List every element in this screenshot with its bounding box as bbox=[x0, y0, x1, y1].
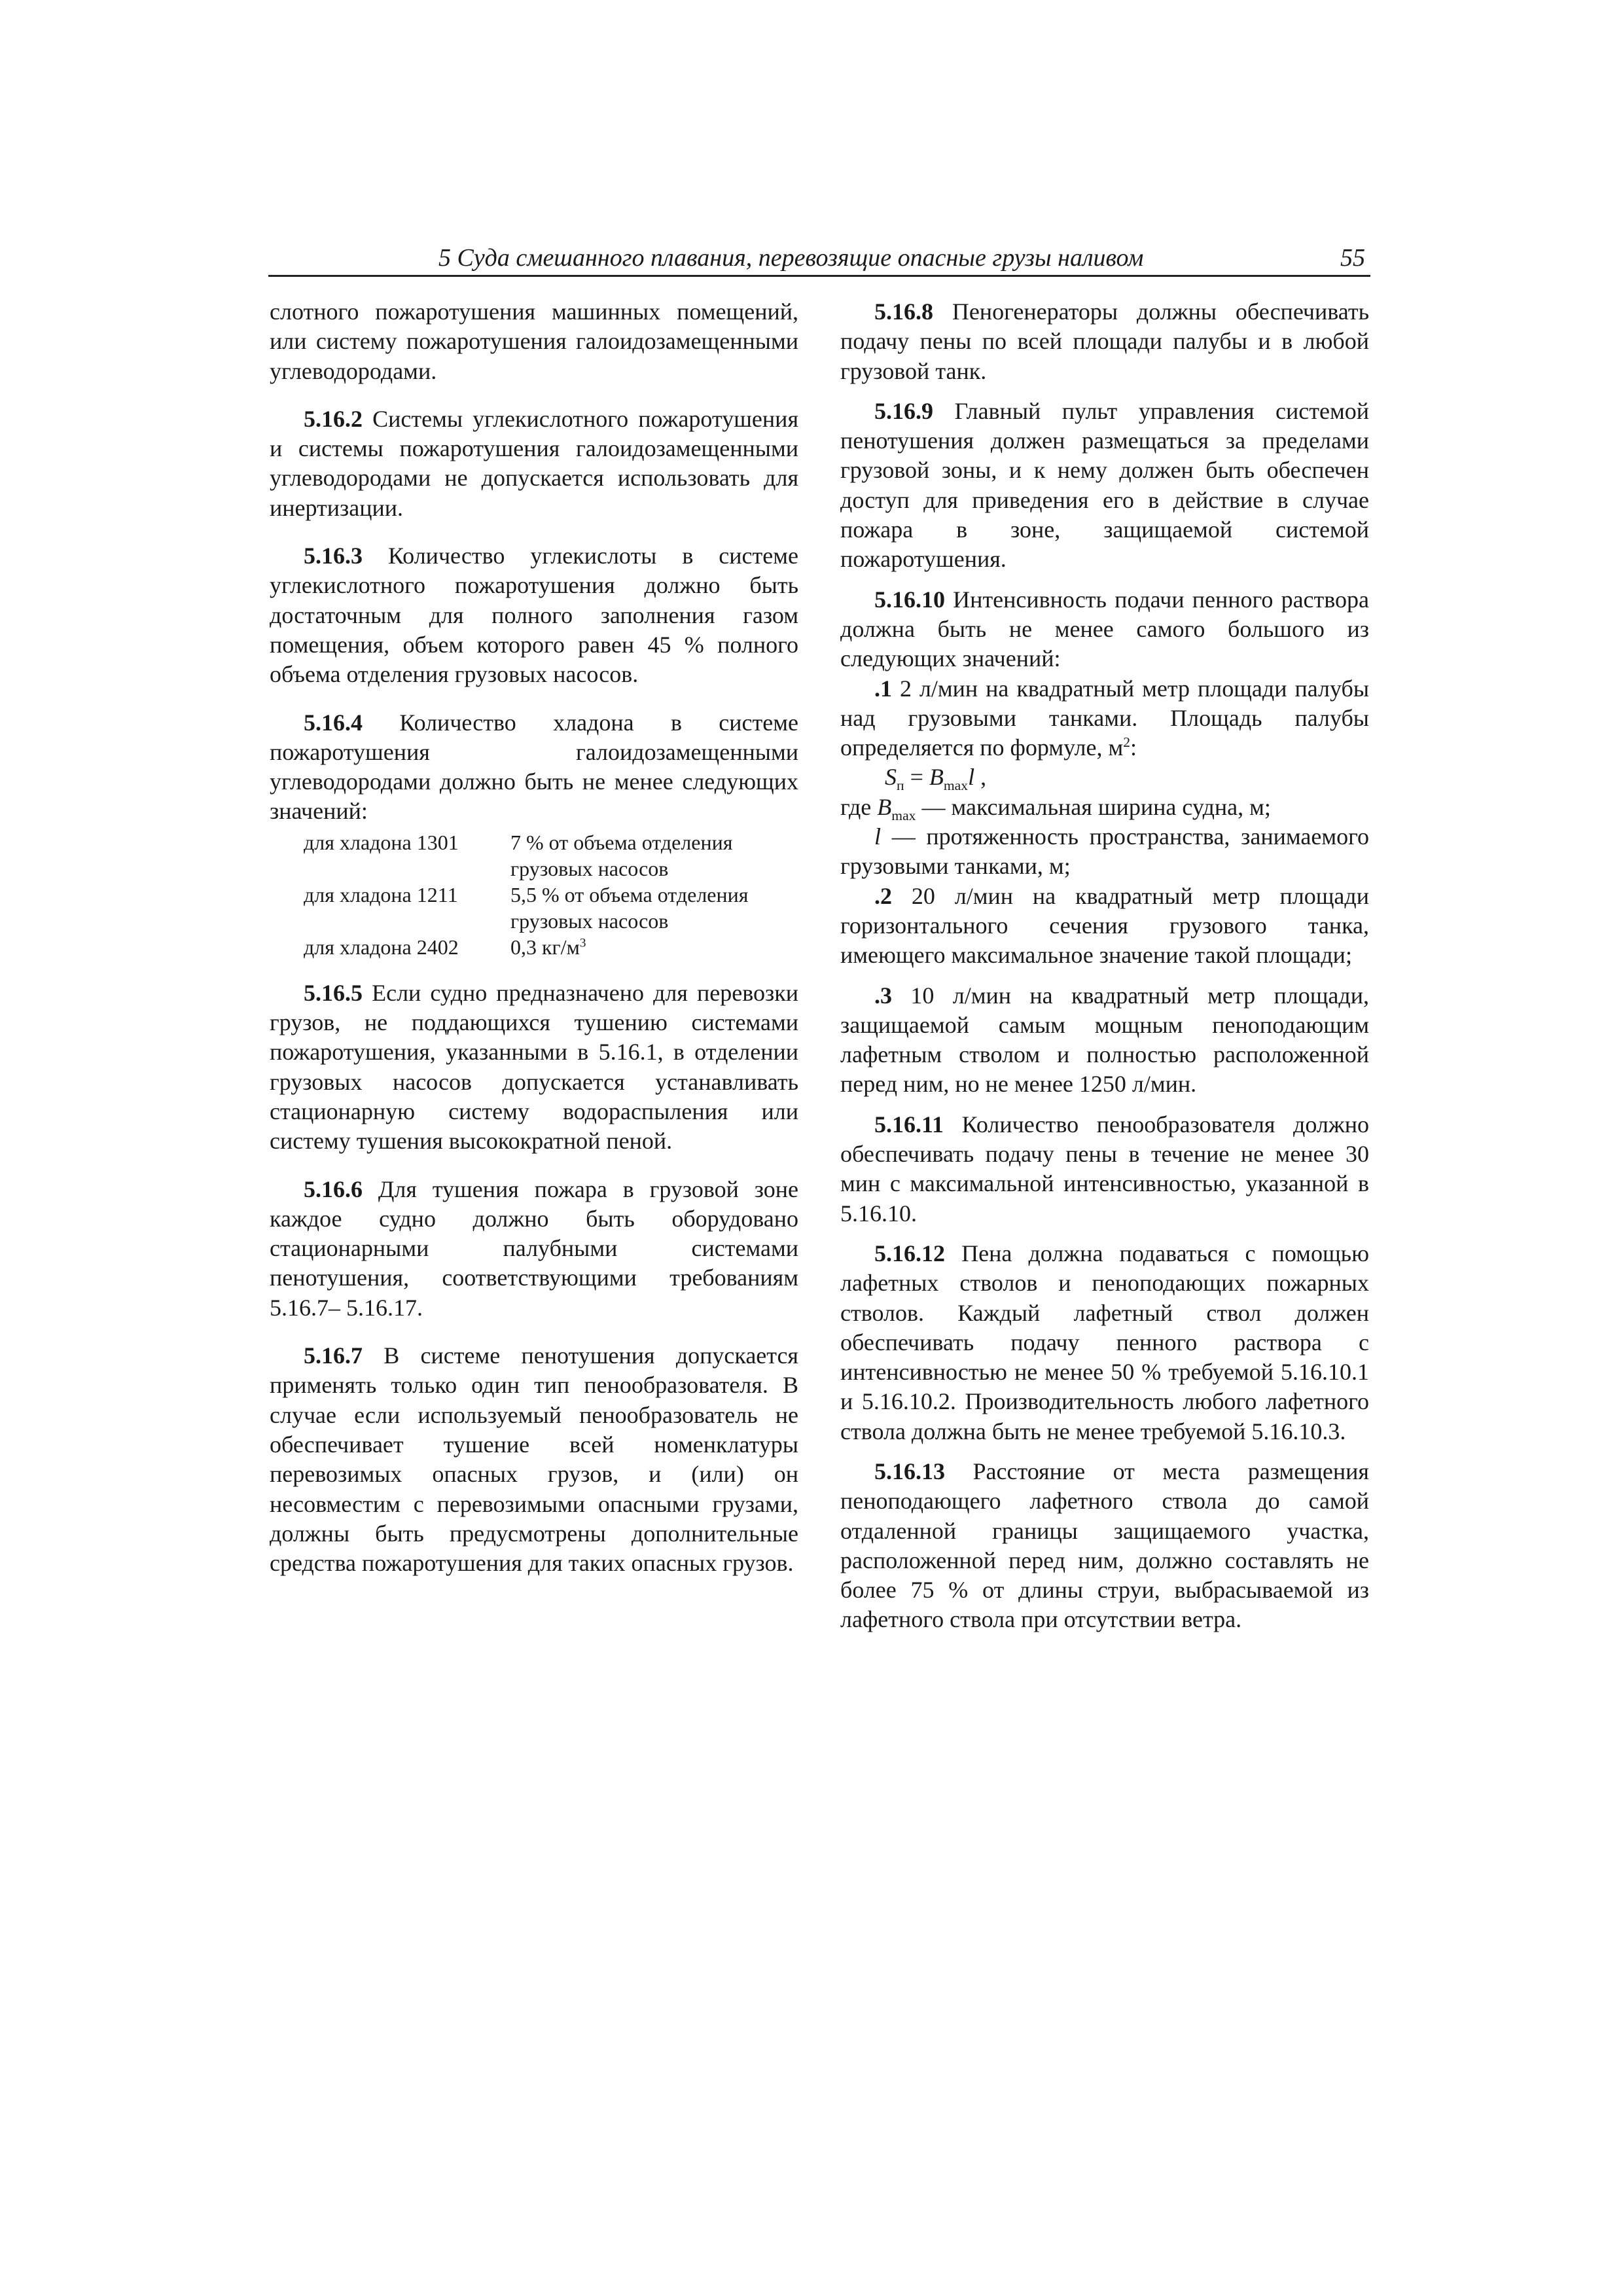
clause-text: Пена должна подаваться с помощью лафетных стволов и пеноподающих пожарных стволов. Каждый лафетный ствол должен обеспечивать подачу пенного раствора с интенсивностью не менее 50 % требуемой 5.16.10.1 и 5.16.10.2. Производительность любого лафетного ствола должна быть не менее требуемой 5.16.10.3. bbox=[840, 1240, 1369, 1444]
paragraph-5-16-9 bbox=[840, 397, 1369, 575]
clause-number: 5.16.6 bbox=[304, 1175, 363, 1202]
running-title: 5 Суда смешанного плавания, перевозящие опасные грузы наливом bbox=[438, 244, 1144, 272]
clause-text: Системы углекислотного пожаротушения и системы пожаротушения галоидозамещенными углеводородами не допускается использовать для инертизации. bbox=[270, 405, 798, 521]
where-var: B bbox=[877, 793, 892, 820]
table-value: 5,5 % от объема отделения грузовых насосов bbox=[510, 882, 749, 933]
where-prefix: где bbox=[840, 793, 878, 820]
clause-text: Количество пенообразователя должно обеспечивать подачу пены в течение не менее 30 мин с максимальной интенсивностью, указанной в 5.16.10. bbox=[840, 1111, 1369, 1227]
where-line bbox=[840, 793, 1369, 822]
paragraph-5-16-6 bbox=[270, 1175, 798, 1323]
clause-text: Главный пульт управления системой пенотушения должен размещаться за пределами грузовой зоны, и к нему должен быть обеспечен доступ для приведения его в действие в случае пожара в зоне, защищаемой системой пожаротушения. bbox=[840, 397, 1369, 573]
paragraph-5-16-4 bbox=[270, 708, 798, 827]
clause-number: 5.16.11 bbox=[874, 1111, 944, 1138]
paragraph-5-16-12 bbox=[840, 1239, 1369, 1446]
paragraph: слотного пожаротушения машинных помещений, или систему пожаротушения галоидозамещенными углеводородами. bbox=[270, 298, 798, 384]
where-var: l bbox=[874, 823, 882, 850]
clause-number: 5.16.5 bbox=[304, 979, 363, 1006]
clause-text: Для тушения пожара в грузовой зоне каждое судно должно быть оборудовано стационарными палубными системами пенотушения, соответствующими требованиям 5.16.7– 5.16.17. bbox=[270, 1175, 798, 1321]
paragraph-5-16-8 bbox=[840, 297, 1369, 386]
item-1 bbox=[840, 674, 1369, 763]
clause-number: 5.16.7 bbox=[304, 1342, 363, 1369]
left-column bbox=[270, 297, 798, 1578]
paragraph-5-16-7 bbox=[270, 1341, 798, 1578]
table-label: для хладона 2402 bbox=[304, 935, 459, 959]
halon-table bbox=[270, 829, 798, 960]
superscript: 2 bbox=[1123, 734, 1131, 751]
item-2 bbox=[840, 882, 1369, 971]
table-value: 7 % от объема отделения грузовых насосов bbox=[510, 830, 733, 880]
where-text: — максимальная ширина судна, м; bbox=[916, 793, 1271, 820]
item-text: 10 л/мин на квадратный метр площади, защищаемой самым мощным пеноподающим лафетным стволом и полностью расположенной перед ним, но не менее 1250 л/мин. bbox=[840, 982, 1369, 1098]
where-text: — протяженность пространства, занимаемого грузовыми танками, м; bbox=[840, 823, 1369, 880]
clause-number: 5.16.10 bbox=[874, 586, 945, 613]
paragraph-5-16-3 bbox=[270, 541, 798, 689]
clause-text: Пеногенераторы должны обеспечивать подачу пены по всей площади палубы и в любой грузовой танк. bbox=[840, 298, 1369, 384]
formula-sub: п bbox=[897, 778, 904, 794]
item-text-end: : bbox=[1130, 734, 1137, 761]
formula-var: l bbox=[968, 764, 975, 791]
clause-text: Если судно предназначено для перевозки грузов, не поддающихся тушению системами пожаротушения, указанными в 5.16.1, в отделении грузовых насосов допускается устанавливать стационарную систему водораспыления или систему тушения высокократной пеной. bbox=[270, 979, 798, 1155]
where-line-2 bbox=[840, 822, 1369, 882]
item-number: .2 bbox=[874, 882, 892, 909]
paragraph-5-16-10 bbox=[840, 585, 1369, 674]
table-value bbox=[505, 934, 798, 960]
clause-text: Интенсивность подачи пенного раствора должна быть не менее самого большого из следующих значений: bbox=[840, 586, 1369, 672]
paragraph-5-16-5 bbox=[270, 978, 798, 1157]
clause-number: 5.16.13 bbox=[874, 1458, 945, 1484]
clause-text: Расстояние от места размещения пеноподающего лафетного ствола до самой отдаленной границы защищаемого участка, расположенной перед ним, должно составлять не более 75 % от длины струи, выбрасываемой из лафетного ствола при отсутствии ветра. bbox=[840, 1458, 1369, 1633]
formula bbox=[840, 762, 1369, 792]
page-header bbox=[268, 241, 1370, 277]
clause-text: Количество углекислоты в системе углекислотного пожаротушения должно быть достаточным для полного заполнения газом помещения, объем которого равен 45 % полного объема отделения грузовых насосов. bbox=[270, 543, 798, 688]
item-text: 2 л/мин на квадратный метр площади палубы над грузовыми танками. Площадь палубы определяется по формуле, м bbox=[840, 675, 1369, 761]
paragraph-5-16-11 bbox=[840, 1110, 1369, 1229]
table-label: для хладона 1211 bbox=[304, 882, 458, 906]
clause-text: В системе пенотушения допускается применять только один тип пенообразователя. В случае если используемый пенообразователь не обеспечивает тушение всей номенклатуры перевозимых опасных грузов, и (или) он несовместим с перевозимыми опасными грузами, должны быть предусмотрены дополнительные средства пожаротушения для таких опасных грузов. bbox=[270, 1342, 798, 1577]
superscript: 3 bbox=[579, 936, 586, 950]
item-number: .1 bbox=[874, 675, 892, 702]
clause-number: 5.16.12 bbox=[874, 1240, 945, 1266]
formula-end: , bbox=[974, 764, 987, 791]
where-sub: max bbox=[891, 807, 916, 823]
page-number: 55 bbox=[1340, 244, 1365, 272]
item-3 bbox=[840, 981, 1369, 1100]
clause-number: 5.16.9 bbox=[874, 397, 933, 424]
item-text: 20 л/мин на квадратный метр площади горизонтального сечения грузового танка, имеющего максимальное значение такой площади; bbox=[840, 882, 1369, 969]
formula-sub: max bbox=[943, 778, 969, 794]
formula-eq: = bbox=[904, 764, 929, 791]
clause-number: 5.16.2 bbox=[304, 405, 363, 432]
clause-text: Количество хладона в системе пожаротушения галоидозамещенными углеводородами должно быть не менее следующих значений: bbox=[270, 709, 798, 825]
formula-var: S bbox=[885, 764, 897, 791]
formula-var: B bbox=[929, 764, 944, 791]
clause-number: 5.16.4 bbox=[304, 709, 363, 736]
table-value-text: 0,3 кг/м bbox=[510, 935, 580, 959]
table-label: для хладона 1301 bbox=[304, 830, 459, 854]
paragraph-5-16-13 bbox=[840, 1457, 1369, 1635]
clause-number: 5.16.8 bbox=[874, 298, 933, 325]
right-column bbox=[840, 297, 1369, 1635]
clause-number: 5.16.3 bbox=[304, 543, 363, 569]
paragraph-5-16-2 bbox=[270, 404, 798, 523]
item-number: .3 bbox=[874, 982, 892, 1009]
